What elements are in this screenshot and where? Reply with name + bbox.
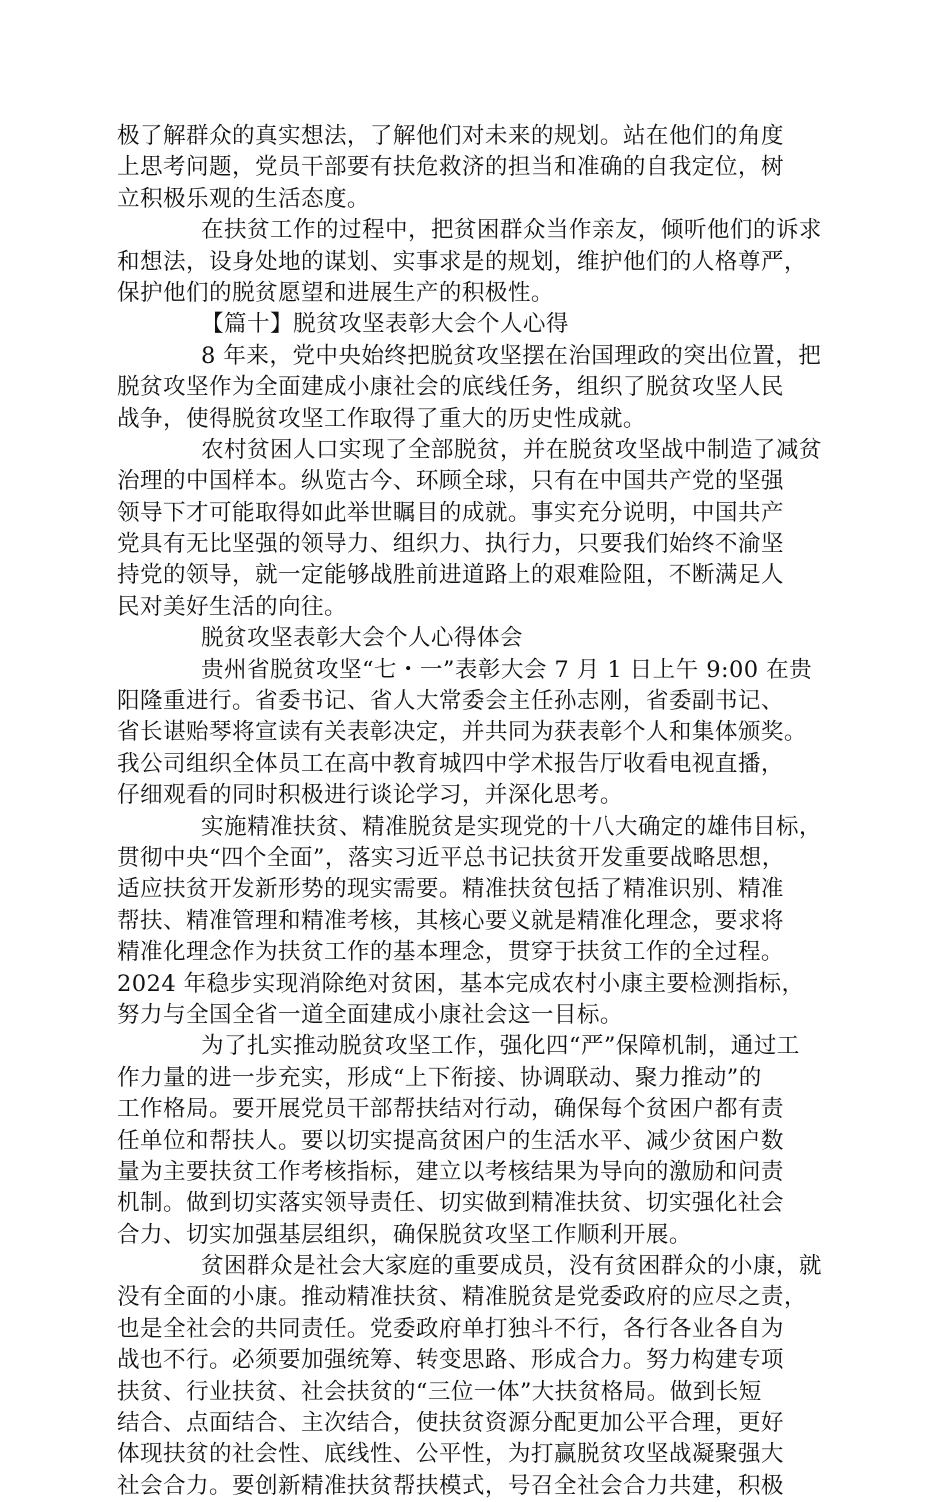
- text-line: 极了解群众的真实想法，了解他们对未来的规划。站在他们的角度: [117, 123, 784, 149]
- text-line: 机制。做到切实落实领导责任、切实做到精准扶贫、切实强化社会: [117, 1190, 784, 1217]
- text-line: 社会合力。要创新精准扶贫帮扶模式，号召全社会合力共建，积极: [117, 1472, 784, 1499]
- text-line: 省长谌贻琴将宣读有关表彰决定，并共同为获表彰个人和集体颁奖。: [117, 719, 807, 746]
- text-line: 努力与全国全省一道全面建成小康社会这一目标。: [117, 1001, 623, 1028]
- text-line: 脱贫攻坚表彰大会个人心得体会: [201, 625, 523, 652]
- text-line: 贯彻中央“四个全面”，落实习近平总书记扶贫开发重要战略思想，: [117, 844, 785, 871]
- text-line: 和想法，设身处地的谋划、实事求是的规划，维护他们的人格尊严，: [117, 248, 807, 275]
- text-line: 工作格局。要开展党员干部帮扶结对行动，确保每个贫困户都有责: [117, 1096, 784, 1123]
- text-line: 党具有无比坚强的领导力、组织力、执行力，只要我们始终不渝坚: [117, 531, 784, 558]
- text-line: 领导下才可能取得如此举世瞩目的成就。事实充分说明，中国共产: [117, 499, 784, 526]
- text-line: 8 年来，党中央始终把脱贫攻坚摆在治国理政的突出位置，把: [201, 342, 822, 369]
- text-line: 在扶贫工作的过程中，把贫困群众当作亲友，倾听他们的诉求: [201, 217, 822, 244]
- text-line: 适应扶贫开发新形势的现实需要。精准扶贫包括了精准识别、精准: [117, 876, 784, 903]
- text-line: 扶贫、行业扶贫、社会扶贫的“三位一体”大扶贫格局。做到长短: [117, 1378, 762, 1405]
- text-line: 农村贫困人口实现了全部脱贫，并在脱贫攻坚战中制造了减贫: [201, 436, 822, 463]
- text-line: 战争，使得脱贫攻坚工作取得了重大的历史性成就。: [117, 405, 646, 432]
- text-line: 体现扶贫的社会性、底线性、公平性，为打赢脱贫攻坚战凝聚强大: [117, 1441, 784, 1468]
- text-line: 结合、点面结合、主次结合，使扶贫资源分配更加公平合理，更好: [117, 1410, 784, 1437]
- text-line: 2024 年稳步实现消除绝对贫困，基本完成农村小康主要检测指标，: [117, 970, 805, 997]
- text-line: 作力量的进一步充实，形成“上下衔接、协调联动、聚力推动”的: [117, 1064, 762, 1091]
- text-line: 【篇十】脱贫攻坚表彰大会个人心得: [201, 311, 569, 338]
- text-line: 战也不行。必须要加强统筹、转变思路、形成合力。努力构建专项: [117, 1347, 784, 1374]
- text-line: 实施精准扶贫、精准脱贫是实现党的十八大确定的雄伟目标，: [201, 813, 822, 840]
- text-line: 没有全面的小康。推动精准扶贫、精准脱贫是党委政府的应尽之责，: [117, 1284, 807, 1311]
- text-line: 上思考问题，党员干部要有扶危救济的担当和准确的自我定位，树: [117, 154, 784, 181]
- text-line: 立积极乐观的生活态度。: [117, 185, 370, 212]
- text-line: 为了扎实推动脱贫攻坚工作，强化四“严”保障机制，通过工: [201, 1033, 800, 1060]
- text-line: 仔细观看的同时积极进行谈论学习，并深化思考。: [117, 782, 623, 809]
- text-line: 也是全社会的共同责任。党委政府单打独斗不行，各行各业各自为: [117, 1315, 784, 1342]
- text-line: 我公司组织全体员工在高中教育城四中学术报告厅收看电视直播，: [117, 750, 784, 777]
- text-line: 量为主要扶贫工作考核指标，建立以考核结果为导向的激励和问责: [117, 1158, 784, 1185]
- text-line: 任单位和帮扶人。要以切实提高贫困户的生活水平、减少贫困户数: [117, 1127, 784, 1154]
- text-line: 持党的领导，就一定能够战胜前进道路上的艰难险阻，不断满足人: [117, 562, 784, 589]
- text-line: 保护他们的脱贫愿望和进展生产的积极性。: [117, 279, 554, 306]
- text-line: 脱贫攻坚作为全面建成小康社会的底线任务，组织了脱贫攻坚人民: [117, 374, 784, 401]
- text-line: 阳隆重进行。省委书记、省人大常委会主任孙志刚，省委副书记、: [117, 688, 784, 715]
- text-line: 治理的中国样本。纵览古今、环顾全球，只有在中国共产党的坚强: [117, 468, 784, 495]
- text-line: 民对美好生活的向往。: [117, 593, 347, 620]
- text-line: 帮扶、精准管理和精准考核，其核心要义就是精准化理念，要求将: [117, 907, 784, 934]
- text-line: 贫困群众是社会大家庭的重要成员，没有贫困群众的小康，就: [201, 1253, 822, 1280]
- text-line: 合力、切实加强基层组织，确保脱贫攻坚工作顺利开展。: [117, 1221, 692, 1248]
- text-line: 贵州省脱贫攻坚“七・一”表彰大会 7 月 1 日上午 9:00 在贵: [201, 656, 813, 683]
- document-text: [117, 121, 829, 1502]
- text-line: 精准化理念作为扶贫工作的基本理念，贯穿于扶贫工作的全过程。: [117, 939, 784, 966]
